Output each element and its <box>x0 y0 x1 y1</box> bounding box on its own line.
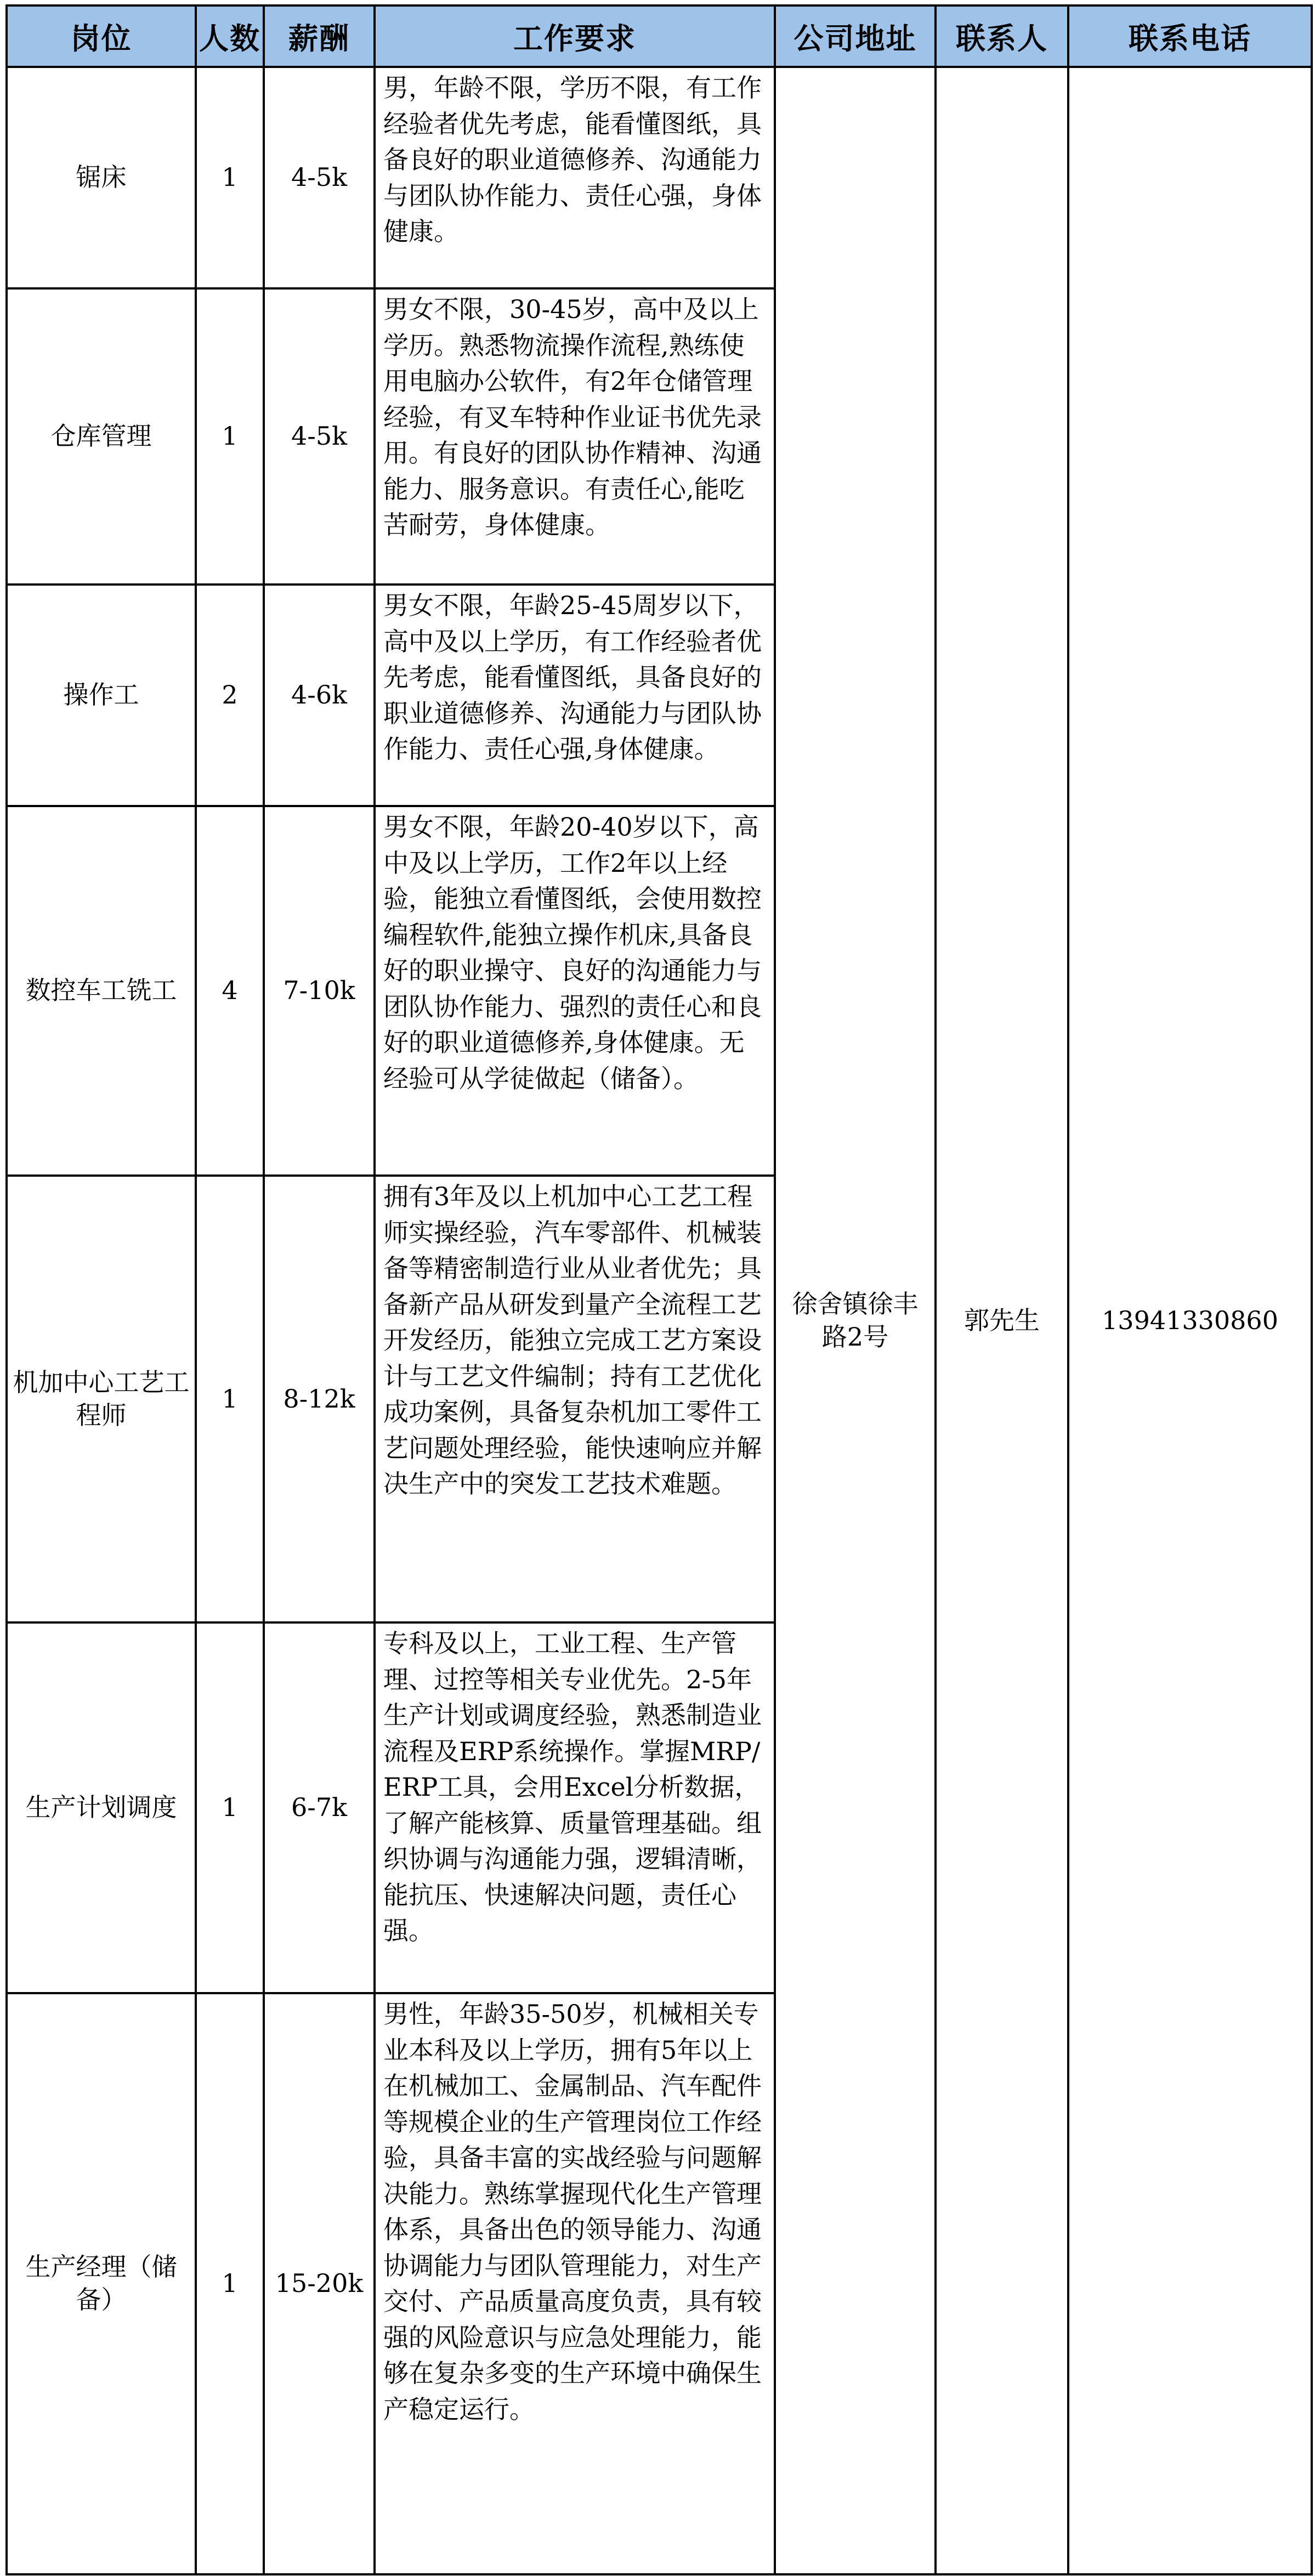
header-position: 岗位 <box>7 5 196 67</box>
position-cell: 操作工 <box>7 585 196 806</box>
requirements-cell: 男女不限，年龄20-40岁以下，高中及以上学历，工作2年以上经验，能独立看懂图纸，会使用数控编程软件,能独立操作机床,具备良好的职业操守、良好的沟通能力与团队协作能力、强烈的责任心和良好的职业道德修养,身体健康。无经验可从学徒做起（储备）。 <box>375 806 775 1176</box>
position-cell: 机加中心工艺工程师 <box>7 1176 196 1622</box>
salary-cell: 4-5k <box>264 67 375 288</box>
header-row <box>7 5 1312 67</box>
header-phone: 联系电话 <box>1068 5 1312 67</box>
company-address: 徐舍镇徐丰路2号 <box>775 67 936 2574</box>
count-cell: 2 <box>196 585 264 806</box>
position-cell: 生产经理（储备） <box>7 1993 196 2574</box>
contact-person: 郭先生 <box>936 67 1068 2574</box>
salary-cell: 15-20k <box>264 1993 375 2574</box>
header-requirements: 工作要求 <box>375 5 775 67</box>
position-cell: 生产计划调度 <box>7 1622 196 1993</box>
header-count: 人数 <box>196 5 264 67</box>
contact-phone: 13941330860 <box>1068 67 1312 2574</box>
position-cell: 锯床 <box>7 67 196 288</box>
count-cell: 1 <box>196 1993 264 2574</box>
header-contact: 联系人 <box>936 5 1068 67</box>
table-row <box>7 67 1312 288</box>
salary-cell: 4-5k <box>264 288 375 585</box>
header-address: 公司地址 <box>775 5 936 67</box>
salary-cell: 8-12k <box>264 1176 375 1622</box>
requirements-cell: 专科及以上，工业工程、生产管理、过控等相关专业优先。2-5年生产计划或调度经验，熟悉制造业流程及ERP系统操作。掌握MRP/ERP工具，会用Excel分析数据，了解产能核算、质量管理基础。组织协调与沟通能力强，逻辑清晰，能抗压、快速解决问题，责任心强。 <box>375 1622 775 1993</box>
requirements-cell: 男女不限，年龄25-45周岁以下，高中及以上学历，有工作经验者优先考虑，能看懂图纸，具备良好的职业道德修养、沟通能力与团队协作能力、责任心强,身体健康。 <box>375 585 775 806</box>
requirements-cell: 男，年龄不限，学历不限，有工作经验者优先考虑，能看懂图纸，具备良好的职业道德修养、沟通能力与团队协作能力、责任心强，身体健康。 <box>375 67 775 288</box>
requirements-cell: 男性，年龄35-50岁，机械相关专业本科及以上学历，拥有5年以上在机械加工、金属制品、汽车配件等规模企业的生产管理岗位工作经验，具备丰富的实战经验与问题解决能力。熟练掌握现代化生产管理体系，具备出色的领导能力、沟通协调能力与团队管理能力，对生产交付、产品质量高度负责，具有较强的风险意识与应急处理能力，能够在复杂多变的生产环境中确保生产稳定运行。 <box>375 1993 775 2574</box>
salary-cell: 4-6k <box>264 585 375 806</box>
position-cell: 数控车工铣工 <box>7 806 196 1176</box>
count-cell: 1 <box>196 1622 264 1993</box>
position-cell: 仓库管理 <box>7 288 196 585</box>
header-salary: 薪酬 <box>264 5 375 67</box>
salary-cell: 6-7k <box>264 1622 375 1993</box>
count-cell: 1 <box>196 288 264 585</box>
job-listing-table <box>5 4 1313 2575</box>
requirements-cell: 拥有3年及以上机加中心工艺工程师实操经验，汽车零部件、机械装备等精密制造行业从业者优先；具备新产品从研发到量产全流程工艺开发经历，能独立完成工艺方案设计与工艺文件编制；持有工艺优化成功案例，具备复杂机加工零件工艺问题处理经验，能快速响应并解决生产中的突发工艺技术难题。 <box>375 1176 775 1622</box>
count-cell: 1 <box>196 1176 264 1622</box>
count-cell: 4 <box>196 806 264 1176</box>
salary-cell: 7-10k <box>264 806 375 1176</box>
requirements-cell: 男女不限，30-45岁，高中及以上学历。熟悉物流操作流程,熟练使用电脑办公软件，有2年仓储管理经验，有叉车特种作业证书优先录用。有良好的团队协作精神、沟通能力、服务意识。有责任心,能吃苦耐劳，身体健康。 <box>375 288 775 585</box>
count-cell: 1 <box>196 67 264 288</box>
